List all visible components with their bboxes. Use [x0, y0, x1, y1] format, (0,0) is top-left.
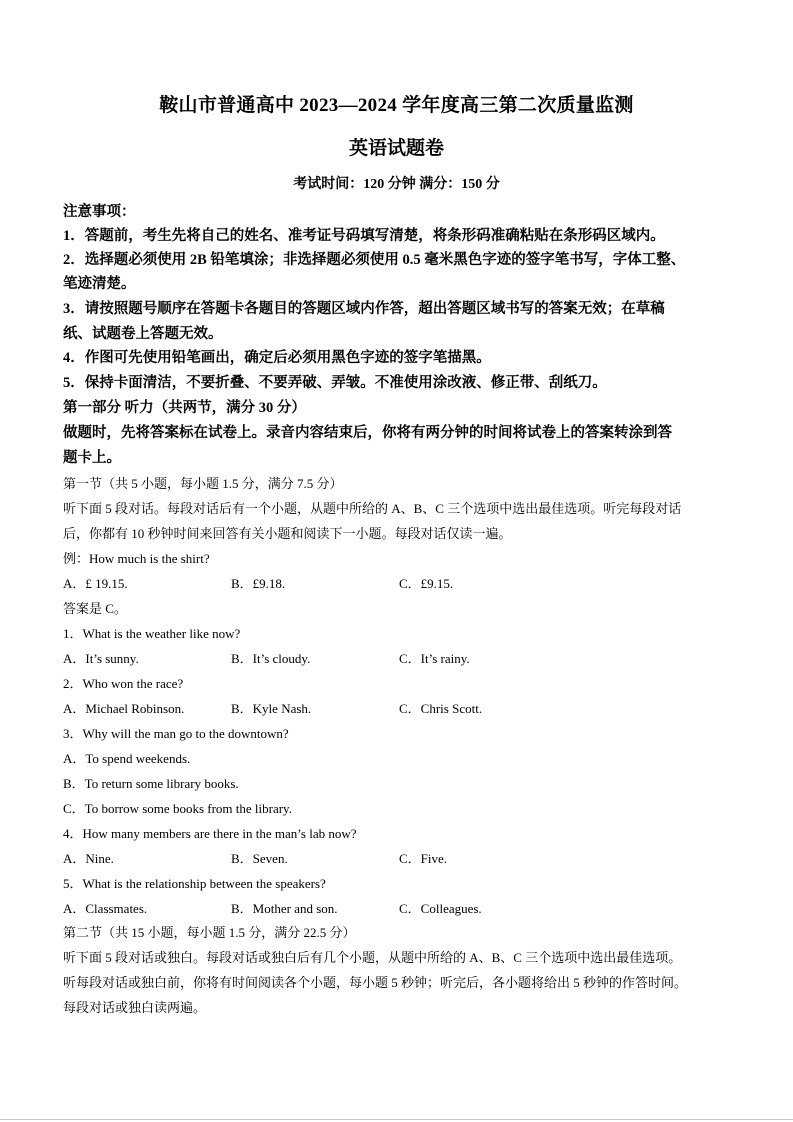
question-2: 2．Who won the race? [63, 676, 184, 691]
question-4-option-a: A．Nine. [63, 851, 114, 866]
notice-item-3-line-2: 纸、试题卷上答题无效。 [63, 326, 223, 342]
example-question: 例：How much is the shirt? [63, 551, 210, 566]
example-option-c: C．£9.15. [399, 576, 454, 591]
question-5: 5．What is the relationship between the speakers? [63, 876, 326, 891]
question-1-option-b: B．It’s cloudy. [231, 651, 311, 666]
exam-info: 考试时间：120 分钟 满分：150 分 [293, 177, 500, 192]
question-5-option-b: B．Mother and son. [231, 901, 338, 916]
section1-heading: 第一节（共 5 小题，每小题 1.5 分，满分 7.5 分） [63, 476, 343, 491]
page-subtitle: 英语试题卷 [348, 138, 444, 159]
section2-heading: 第二节（共 15 小题，每小题 1.5 分，满分 22.5 分） [63, 925, 356, 940]
question-2-option-b: B．Kyle Nash. [231, 701, 312, 716]
notice-item-2-line-1: 2．选择题必须使用 2B 铅笔填涂；非选择题必须使用 0.5 毫米黑色字迹的签字笔书写，字体工整、 [63, 252, 686, 268]
question-4-option-c: C．Five. [399, 851, 448, 866]
notice-item-2-line-2: 笔迹清楚。 [63, 276, 136, 292]
example-option-a: A．£ 19.15. [63, 576, 128, 591]
question-1: 1．What is the weather like now? [63, 626, 241, 641]
part1-instruction-line-2: 题卡上。 [63, 450, 121, 466]
question-4: 4．How many members are there in the man’s lab now? [63, 826, 357, 841]
question-3: 3．Why will the man go to the downtown? [63, 726, 289, 741]
section1-instruction-line-2: 后，你都有 10 秒钟时间来回答有关小题和阅读下一小题。每段对话仅读一遍。 [63, 526, 512, 541]
question-5-option-a: A．Classmates. [63, 901, 148, 916]
section2-instruction-line-3: 每段对话或独白读两遍。 [63, 1000, 207, 1015]
question-1-option-a: A．It’s sunny. [63, 651, 139, 666]
example-answer: 答案是 C。 [63, 601, 127, 616]
notice-item-5: 5．保持卡面清洁，不要折叠、不要弄破、弄皱。不准使用涂改液、修正带、刮纸刀。 [63, 375, 607, 391]
notice-item-4: 4．作图可先使用铅笔画出，确定后必须用黑色字迹的签字笔描黑。 [63, 350, 491, 366]
page-title: 鞍山市普通高中 2023—2024 学年度高三第二次质量监测 [159, 95, 634, 116]
section2-instruction-line-1: 听下面 5 段对话或独白。每段对话或独白后有几个小题，从题中所给的 A、B、C 三个选项中选出最佳选项。 [63, 950, 682, 965]
notice-item-1: 1．答题前，考生先将自己的姓名、准考证号码填写清楚，将条形码准确粘贴在条形码区域内。 [63, 228, 665, 244]
question-4-option-b: B．Seven. [231, 851, 288, 866]
question-3-option-c: C．To borrow some books from the library. [63, 801, 292, 816]
question-1-option-c: C．It’s rainy. [399, 651, 470, 666]
part1-instruction-line-1: 做题时，先将答案标在试卷上。录音内容结束后，你将有两分钟的时间将试卷上的答案转涂到答 [63, 425, 672, 441]
notice-item-3-line-1: 3．请按照题号顺序在答题卡各题目的答题区域内作答，超出答题区域书写的答案无效；在草稿 [63, 301, 665, 317]
question-2-option-a: A．Michael Robinson. [63, 701, 185, 716]
question-5-option-c: C．Colleagues. [399, 901, 482, 916]
question-3-option-b: B．To return some library books. [63, 776, 239, 791]
page-bottom-rule [0, 1119, 793, 1120]
part1-heading: 第一部分 听力（共两节，满分 30 分） [63, 400, 306, 416]
notice-heading: 注意事项： [63, 204, 136, 220]
section2-instruction-line-2: 听每段对话或独白前，你将有时间阅读各个小题，每小题 5 秒钟；听完后，各小题将给出 5 秒钟的作答时间。 [63, 975, 688, 990]
section1-instruction-line-1: 听下面 5 段对话。每段对话后有一个小题，从题中所给的 A、B、C 三个选项中选出最佳选项。听完每段对话 [63, 501, 682, 516]
question-3-option-a: A．To spend weekends. [63, 751, 191, 766]
example-option-b: B．£9.18. [231, 576, 286, 591]
question-2-option-c: C．Chris Scott. [399, 701, 483, 716]
